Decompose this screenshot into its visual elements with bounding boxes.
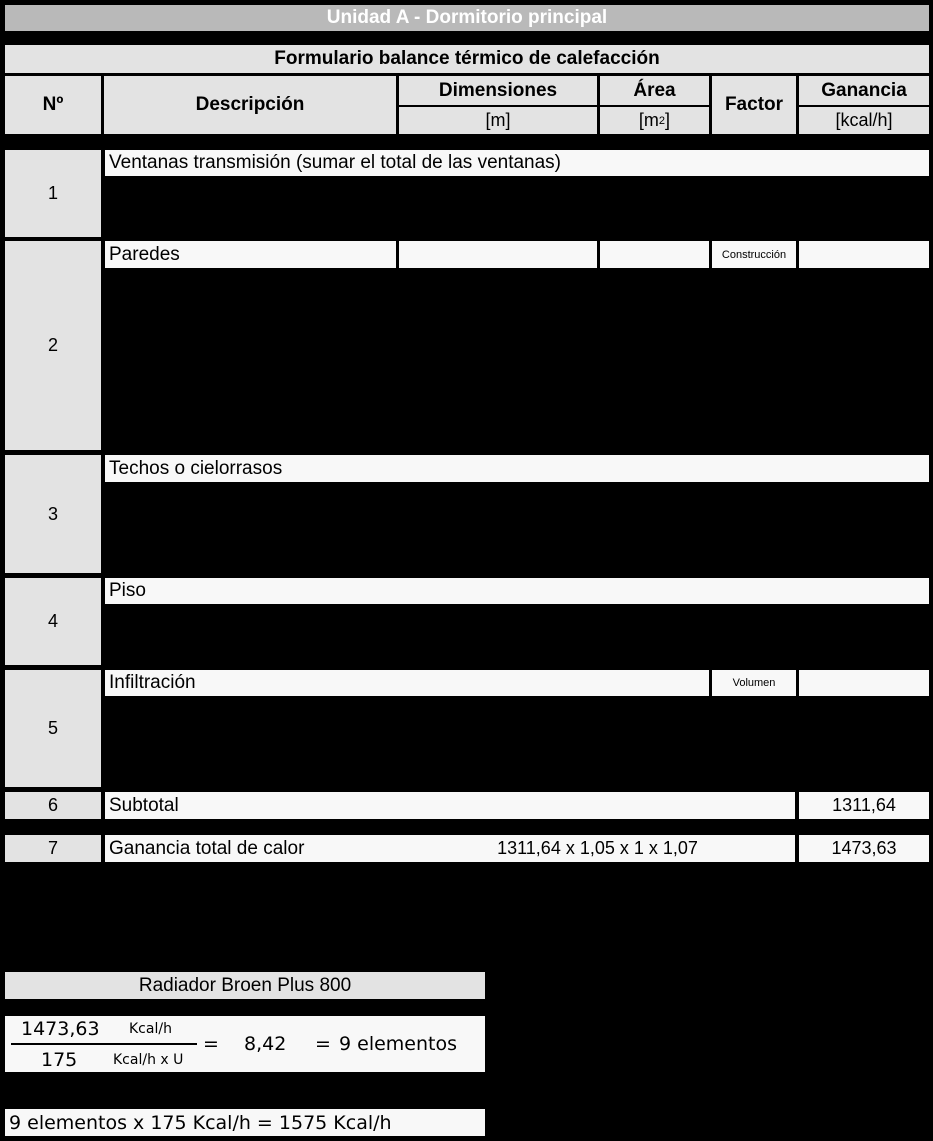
row-label: Techos o cielorrasos xyxy=(105,455,929,482)
subtotal-value: 1311,64 xyxy=(799,792,929,819)
header-descripcion: Descripción xyxy=(104,76,396,134)
factor-cell: Construcción xyxy=(712,241,796,268)
row-label: Ganancia total de calor xyxy=(105,835,795,862)
header-area-unit xyxy=(600,107,709,134)
header-area: Área xyxy=(600,76,709,105)
header-ganancia: Ganancia xyxy=(799,76,929,105)
row-label: Paredes xyxy=(105,241,396,268)
radiator-result: 8,42 xyxy=(244,1033,287,1055)
radiator-calculation xyxy=(5,1016,485,1072)
row-num: 5 xyxy=(5,670,101,787)
equals-sign: = xyxy=(203,1033,219,1055)
row-label: Subtotal xyxy=(105,792,795,819)
unit-title: Unidad A - Dormitorio principal xyxy=(5,5,929,31)
row-num: 4 xyxy=(5,578,101,665)
row-num: 6 xyxy=(5,792,101,819)
fraction-bar xyxy=(11,1043,197,1045)
row-num: 2 xyxy=(5,241,101,450)
denominator: 175 xyxy=(41,1049,78,1071)
header-num: Nº xyxy=(5,76,101,134)
denominator-unit: Kcal/h x U xyxy=(113,1052,184,1068)
area-unit-sup: 2 xyxy=(658,114,666,127)
area-cell xyxy=(600,241,709,268)
header-dimensiones: Dimensiones xyxy=(399,76,597,105)
row-num: 1 xyxy=(5,150,101,237)
row-label: Ventanas transmisión (sumar el total de las ventanas) xyxy=(105,150,929,176)
area-unit-close: ] xyxy=(665,110,671,130)
elements-count: 9 elementos xyxy=(339,1033,457,1055)
factor-cell: Volumen xyxy=(712,670,796,696)
radiator-title: Radiador Broen Plus 800 xyxy=(5,972,485,999)
total-formula: 1311,64 x 1,05 x 1 x 1,07 xyxy=(497,838,698,858)
row-label: Piso xyxy=(105,578,929,604)
header-dimensiones-unit: [m] xyxy=(399,107,597,134)
numerator-unit: Kcal/h xyxy=(129,1021,172,1037)
equals-sign: = xyxy=(315,1033,331,1055)
row-num: 7 xyxy=(5,835,101,862)
area-unit-base: [m xyxy=(638,110,659,130)
row-label: Infiltración xyxy=(105,670,709,696)
dimensiones-cell xyxy=(399,241,597,268)
ganancia-cell xyxy=(799,241,929,268)
form-title: Formulario balance térmico de calefacción xyxy=(5,45,929,73)
header-factor: Factor xyxy=(712,76,796,134)
total-value: 1473,63 xyxy=(799,835,929,862)
ganancia-cell xyxy=(799,670,929,696)
numerator: 1473,63 xyxy=(21,1018,100,1040)
header-ganancia-unit: [kcal/h] xyxy=(799,107,929,134)
row-num: 3 xyxy=(5,455,101,573)
radiator-summary: 9 elementos x 175 Kcal/h = 1575 Kcal/h xyxy=(5,1109,485,1136)
